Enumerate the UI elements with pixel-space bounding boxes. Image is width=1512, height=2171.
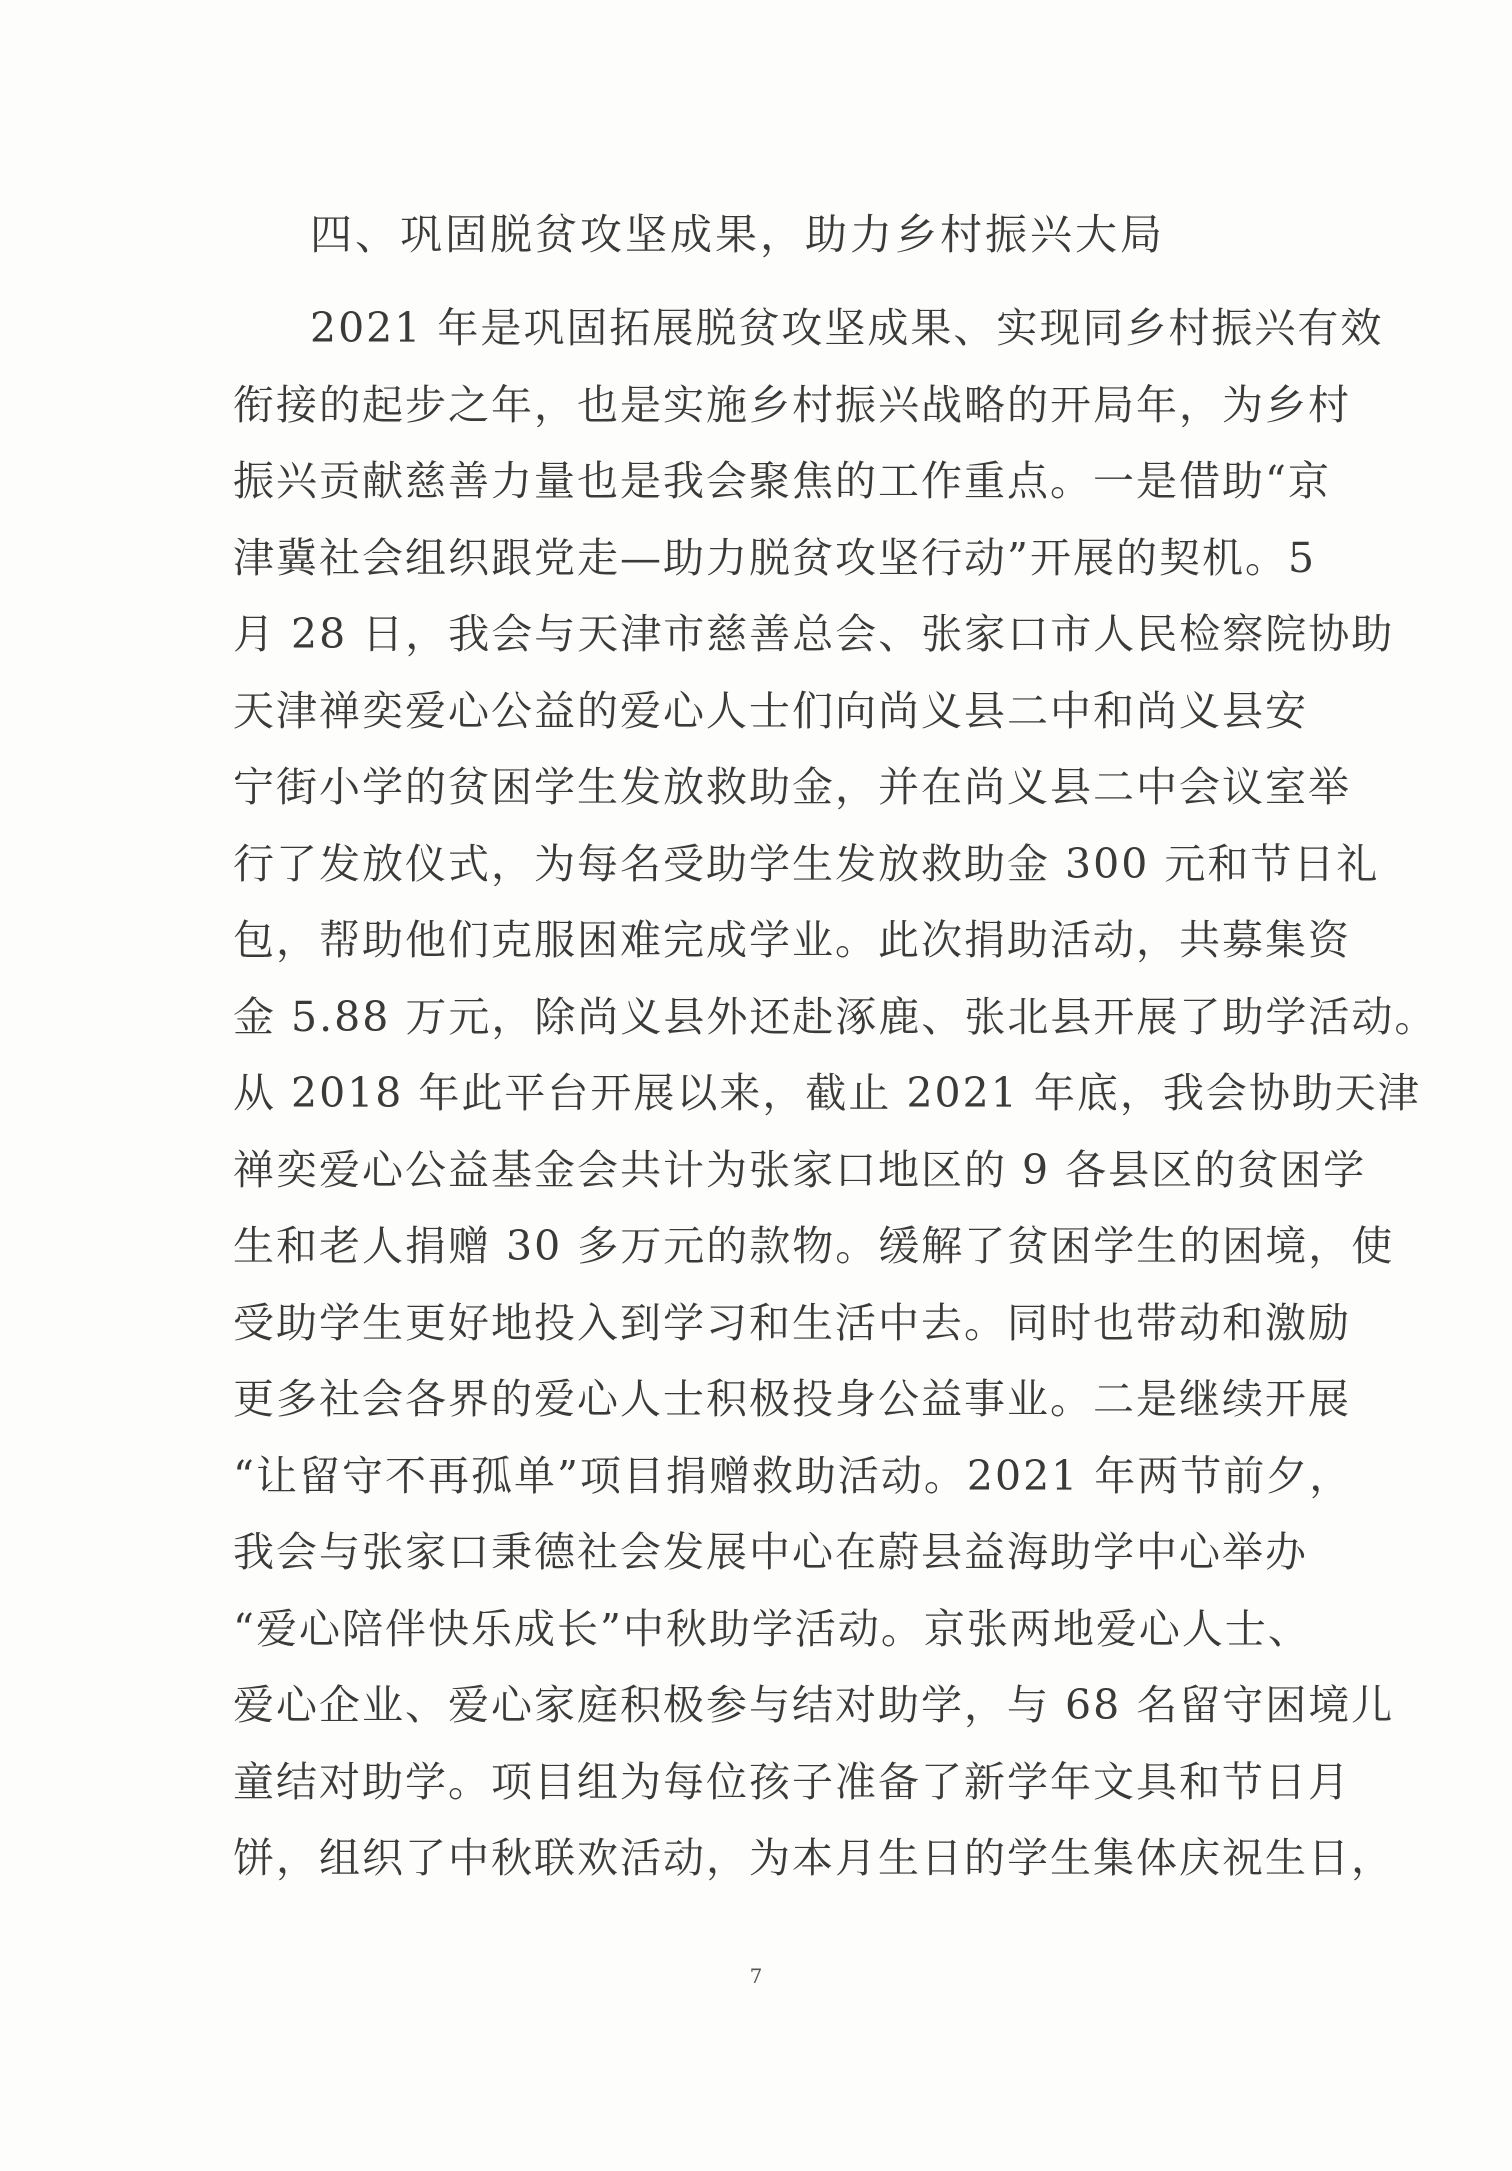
text-line: 饼，组织了中秋联欢活动，为本月生日的学生集体庆祝生日， [233,1834,1394,1882]
text-line: 爱心企业、爱心家庭积极参与结对助学，与 68 名留守困境儿 [233,1681,1395,1729]
text-line: 我会与张家口秉德社会发展中心在蔚县益海助学中心举办 [233,1528,1308,1576]
text-line: 2021 年是巩固拓展脱贫攻坚成果、实现同乡村振兴有效 [310,304,1384,352]
text-line: 行了发放仪式，为每名受助学生发放救助金 300 元和节日礼 [233,839,1380,888]
section-heading: 四、巩固脱贫攻坚成果，助力乡村振兴大局 [310,210,1166,259]
text-line: 月 28 日，我会与天津市慈善总会、张家口市人民检察院协助 [233,610,1395,658]
text-line: 生和老人捐赠 30 多万元的款物。缓解了贫困学生的困境，使 [233,1222,1395,1270]
text-line: 包，帮助他们克服困难完成学业。此次捐助活动，共募集资 [233,916,1351,964]
text-line: 受助学生更好地投入到学习和生活中去。同时也带动和激励 [233,1298,1351,1347]
text-line: 宁街小学的贫困学生发放救助金，并在尚义县二中会议室举 [233,763,1351,811]
text-line: 天津禅奕爱心公益的爱心人士们向尚义县二中和尚义县安 [233,686,1308,735]
text-line: 金 5.88 万元，除尚义县外还赴涿鹿、张北县开展了助学活动。 [233,992,1438,1041]
text-line: 津冀社会组织跟党走—助力脱贫攻坚行动”开展的契机。5 [233,533,1317,582]
text-line: “让留守不再孤单”项目捐赠救助活动。2021 年两节前夕， [233,1451,1353,1500]
text-line: 更多社会各界的爱心人士积极投身公益事业。二是继续开展 [233,1375,1351,1423]
text-line: “爱心陪伴快乐成长”中秋助学活动。京张两地爱心人士、 [233,1604,1311,1653]
text-line: 禅奕爱心公益基金会共计为张家口地区的 9 各县区的贫困学 [233,1145,1367,1194]
text-line: 衔接的起步之年，也是实施乡村振兴战略的开局年，为乡村 [233,380,1351,429]
page-number: 7 [749,1964,763,1988]
body-text [233,290,1438,1897]
text-line: 振兴贡献慈善力量也是我会聚焦的工作重点。一是借助“京 [233,457,1331,505]
text-line: 从 2018 年此平台开展以来，截止 2021 年底，我会协助天津 [233,1069,1421,1117]
text-line: 童结对助学。项目组为每位孩子准备了新学年文具和节日月 [233,1757,1351,1806]
